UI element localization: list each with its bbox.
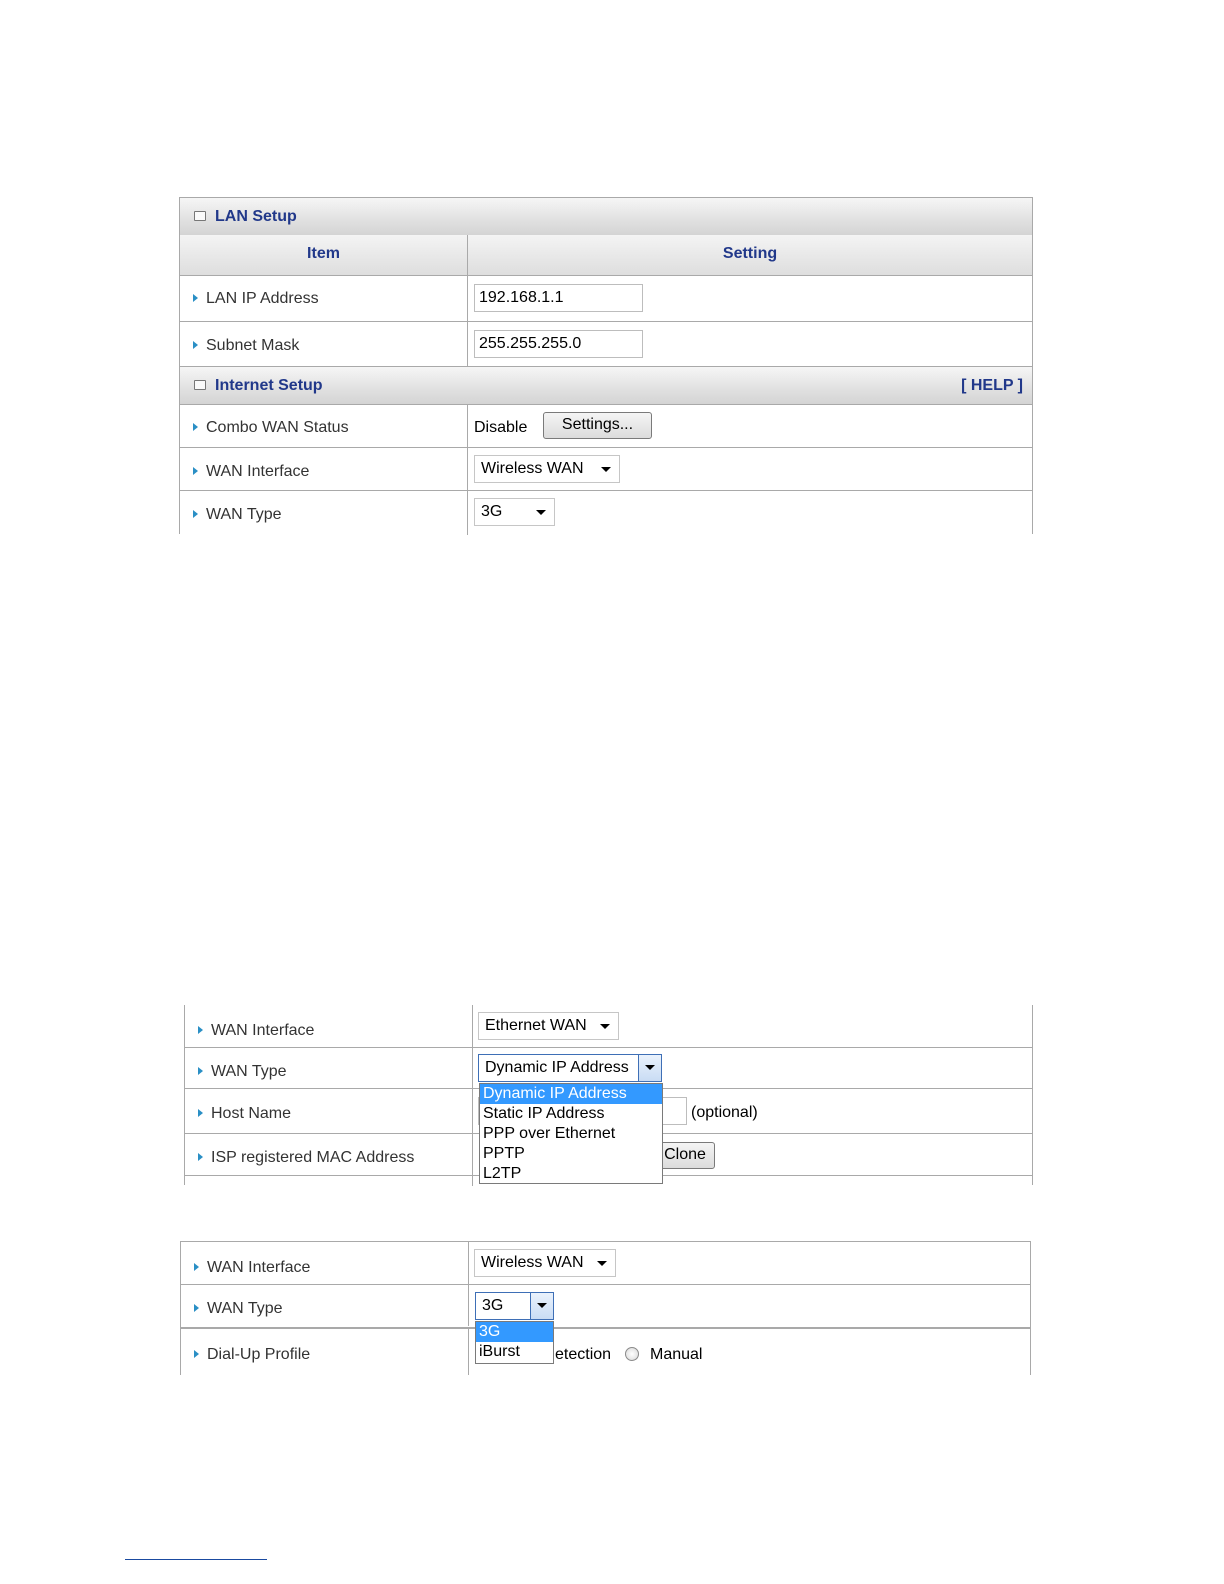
wan-interface-row	[180, 447, 1032, 491]
ethernet-wan-panel	[184, 1005, 1033, 1185]
edge-item-cell	[185, 1176, 473, 1186]
setup-panel	[179, 197, 1033, 534]
dialup-label: Dial-Up Profile	[194, 1346, 310, 1364]
wan-interface-label: WAN Interface	[198, 1022, 314, 1040]
wan-interface-item-cell	[180, 448, 468, 491]
chevron-down-icon	[537, 1303, 547, 1308]
bullet-arrow-icon	[198, 1153, 203, 1161]
dropdown-button[interactable]	[530, 1293, 553, 1319]
wan-type-select[interactable]: Dynamic IP Address	[478, 1054, 662, 1082]
wan-interface-row	[181, 1242, 1030, 1284]
wan-type-select[interactable]: 3G	[474, 498, 555, 526]
lan-ip-input[interactable]: 192.168.1.1	[474, 284, 643, 312]
combo-wan-status: Disable	[474, 419, 528, 436]
option-pptp[interactable]: PPTP	[483, 1145, 525, 1162]
dialup-row	[181, 1327, 1030, 1375]
help-link[interactable]: [ HELP ]	[961, 377, 1023, 394]
header-item-cell	[180, 235, 468, 275]
option-l2tp[interactable]: L2TP	[483, 1165, 522, 1182]
bullet-arrow-icon	[193, 510, 198, 518]
bullet-arrow-icon	[198, 1026, 203, 1034]
internet-setup-bar	[180, 366, 1032, 405]
option-dynamic-ip[interactable]: Dynamic IP Address	[480, 1084, 662, 1104]
section-icon	[194, 211, 206, 221]
wan-interface-select[interactable]: Wireless WAN	[474, 455, 620, 483]
wan-interface-item-cell	[181, 1242, 469, 1284]
lan-ip-label: LAN IP Address	[193, 290, 319, 308]
chevron-down-icon	[645, 1065, 655, 1070]
wan-type-item-cell	[181, 1285, 469, 1326]
isp-mac-item-cell	[185, 1134, 473, 1176]
clone-button[interactable]: Clone	[655, 1142, 715, 1169]
subnet-input[interactable]: 255.255.255.0	[474, 330, 643, 358]
lan-ip-item-cell	[180, 276, 468, 321]
combo-wan-item-cell	[180, 404, 468, 447]
auto-detection-label: etection	[555, 1346, 612, 1363]
subnet-item-cell	[180, 322, 468, 367]
host-name-label: Host Name	[198, 1105, 291, 1123]
lan-setup-title: LAN Setup	[194, 208, 297, 226]
bullet-arrow-icon	[198, 1067, 203, 1075]
chevron-down-icon	[601, 467, 611, 472]
wan-interface-select[interactable]: Wireless WAN	[474, 1249, 616, 1277]
wan-interface-select[interactable]: Ethernet WAN	[478, 1012, 619, 1040]
wan-type-row	[181, 1284, 1030, 1326]
chevron-down-icon	[600, 1024, 610, 1029]
bullet-arrow-icon	[193, 467, 198, 475]
host-name-item-cell	[185, 1089, 473, 1134]
isp-mac-label: ISP registered MAC Address	[198, 1149, 414, 1167]
item-column-header: Item	[307, 245, 340, 262]
combo-wan-label: Combo WAN Status	[193, 419, 349, 437]
footnote-divider	[125, 1559, 267, 1560]
manual-label: Manual	[650, 1346, 703, 1363]
subnet-row	[180, 321, 1032, 367]
header-row	[180, 235, 1032, 276]
wan-interface-row	[185, 1005, 1032, 1047]
bullet-arrow-icon	[194, 1350, 199, 1358]
option-pppoe[interactable]: PPP over Ethernet	[483, 1125, 616, 1142]
bullet-arrow-icon	[198, 1109, 203, 1117]
section-icon	[194, 380, 206, 390]
wan-type-row	[180, 490, 1032, 535]
wan-type-label: WAN Type	[194, 1300, 283, 1318]
internet-setup-title: Internet Setup	[194, 377, 323, 395]
chevron-down-icon	[536, 510, 546, 515]
wan-type-item-cell	[185, 1048, 473, 1089]
lan-ip-row	[180, 276, 1032, 321]
subnet-label: Subnet Mask	[193, 337, 299, 355]
dialup-item-cell	[181, 1329, 469, 1375]
wan-type-label: WAN Type	[198, 1063, 287, 1081]
host-name-optional: (optional)	[691, 1104, 758, 1121]
bullet-arrow-icon	[194, 1263, 199, 1271]
wan-interface-label: WAN Interface	[193, 463, 309, 481]
wan-interface-label: WAN Interface	[194, 1259, 310, 1277]
chevron-down-icon	[597, 1261, 607, 1266]
wan-type-label: WAN Type	[193, 506, 282, 524]
bullet-arrow-icon	[194, 1304, 199, 1312]
wan-type-select[interactable]: 3G	[475, 1292, 554, 1320]
wan-interface-item-cell	[185, 1005, 473, 1047]
bullet-arrow-icon	[193, 294, 198, 302]
bullet-arrow-icon	[193, 341, 198, 349]
setting-column-header: Setting	[722, 245, 778, 262]
combo-wan-row	[180, 404, 1032, 447]
option-static-ip[interactable]: Static IP Address	[483, 1105, 605, 1122]
wan-type-dropdown-list[interactable]	[479, 1083, 663, 1184]
option-3g[interactable]: 3G	[476, 1322, 553, 1342]
bullet-arrow-icon	[193, 423, 198, 431]
wireless-wan-panel	[180, 1241, 1031, 1375]
option-iburst[interactable]: iBurst	[479, 1343, 520, 1360]
wan-type-dropdown-list[interactable]	[475, 1321, 554, 1364]
lan-setup-bar	[180, 198, 1032, 236]
wan-type-item-cell	[180, 491, 468, 535]
manual-radio[interactable]	[625, 1347, 639, 1361]
settings-button[interactable]: Settings...	[543, 412, 652, 439]
dropdown-button[interactable]	[638, 1055, 661, 1081]
